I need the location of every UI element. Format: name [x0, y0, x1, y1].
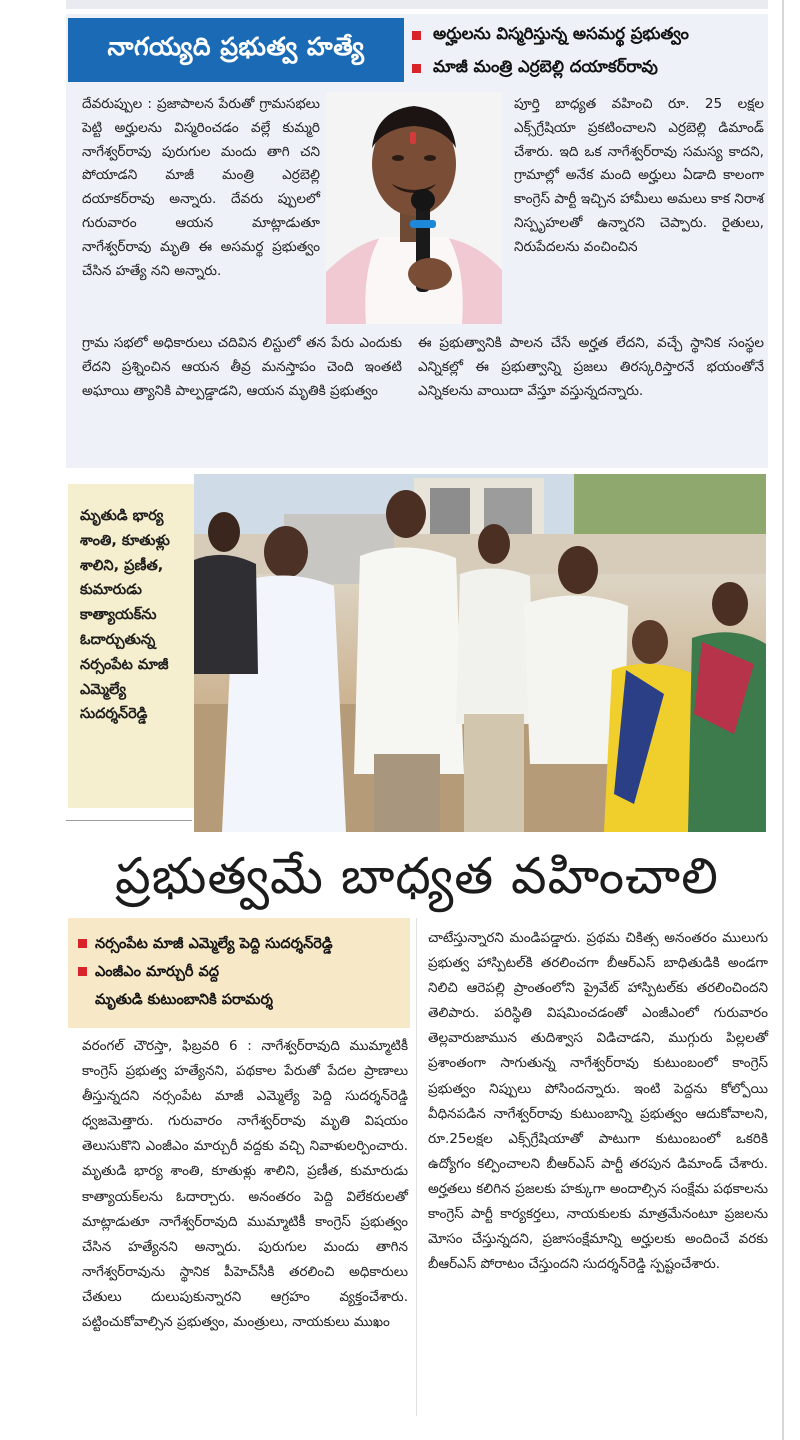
article-1-headline: నాగయ్యది ప్రభుత్వ హత్యే — [107, 32, 365, 61]
article-2-kicker-2 — [78, 958, 402, 1014]
caption-divider — [66, 820, 192, 821]
bullet-square-icon — [78, 939, 87, 948]
article-1-kicker-1 — [412, 24, 764, 47]
article-2-kicker-2-line-1: ఎంజీఎం మార్చురీ వద్ద — [95, 964, 220, 980]
article-2-kicker-1-text: నర్సంపేట మాజీ ఎమ్మెల్యే పెద్ది సుదర్శన్‌రెడ్డి — [95, 936, 333, 952]
photo-caption: మృతుడి భార్య శాంతి, కూతుళ్లు శాలిని, ప్రణీత, కుమారుడు కాత్యాయక్‌ను ఓదార్చుతున్న నర్సంపేట మాజీ ఎమ్మెల్యే సుదర్శన్‌రెడ్డి — [80, 508, 170, 723]
bullet-square-icon — [78, 967, 87, 976]
article-1-body-left-lower: గ్రామ సభలో అధికారులు చదివిన లిస్టులో తన పేరు ఎందుకు లేదని ప్రశ్నించిన ఆయన తీవ్ర మనస్తాపం చెంది ఇంతటి అఘాయి త్యానికి పాల్పడ్డాడని, ఆయన మృతికి ప్రభుత్వం — [82, 335, 402, 399]
article-1-kicker-2 — [412, 57, 764, 80]
article-1-body-right-lower: ఈ ప్రభుత్వానికి పాలన చేసే అర్హత లేదని, వచ్చే స్థానిక సంస్థల ఎన్నికల్లో ఈ ప్రభుత్వాన్ని ప్రజలు తిరస్కరిస్తారనే భయంతోనే ఎన్నికలను వాయిదా వేస్తూ వస్తున్నదన్నారు. — [418, 335, 764, 399]
article-1-body-left: దేవరుప్పుల : ప్రజాపాలన పేరుతో గ్రామసభలు పెట్టి అర్హులను విస్మరించడం వల్లే కుమ్మరి నాగేశ్వర్‌రావు పురుగుల మందు తాగి చని పోయాడని మాజీ మంత్రి ఎర్రబెల్లి దయాకర్‌రావు అన్నారు. దేవరు ప్పులలో గురువారం ఆయన మాట్లాడుతూ నాగేశ్వర్‌రావు మృతి ఈ అసమర్థ ప్రభుత్వం చేసిన హత్యే నని అన్నారు. — [82, 96, 320, 279]
article-2-kicker-box — [68, 918, 410, 1028]
column-divider — [416, 918, 417, 1416]
article-2-kicker-1 — [78, 930, 402, 958]
article-2-body-left: వరంగల్ చౌరస్తా, ఫిబ్రవరి 6 : నాగేశ్వర్‌రావుది ముమ్మాటికీ కాంగ్రెస్ ప్రభుత్వ హత్యేనని, పథకాల పేరుతో పేదల ప్రాణాలు తీస్తున్నదని నర్సంపేట మాజీ ఎమ్మెల్యే పెద్ది సుదర్శన్‌రెడ్డి ధ్వజమెత్తారు. గురువారం నాగేశ్వర్‌రావు మృతి విషయం తెలుసుకొని ఎంజీఎం మార్చురీ వద్దకు వచ్చి నివాళులర్పించారు. మృతుడి భార్య శాంతి, కూతుళ్లు శాలిని, ప్రణీత, కుమారుడు కాత్యాయక్‌లను ఓదార్చారు. అనంతరం పెద్ది విలేకరులతో మాట్లాడుతూ నాగేశ్వర్‌రావుది ముమ్మాటికీ కాంగ్రెస్ ప్రభుత్వం చేసిన హత్యేనని అన్నారు. పురుగుల మందు తాగిన నాగేశ్వర్‌రావును స్థానిక పీహెచ్‌సీకి తరలించి అధికారులు చేతులు దులుపుకున్నారని ఆగ్రహం వ్యక్తంచేశారు. పట్టించుకోవాల్సిన ప్రభుత్వం, మంత్రులు, నాయకులు ముఖం — [82, 1038, 408, 1331]
article-2-body-right: చాటేస్తున్నారని మండిపడ్డారు. ప్రథమ చికిత్స అనంతరం ములుగు ప్రభుత్వ హాస్పిటల్‌కి తరలించగా బీఆర్‌ఎస్ బాధితుడికి అండగా నిలిచి ఆరెపల్లి ప్రాంతంలోని ప్రైవేట్ హాస్పిటల్‌కు తరలించిందని తెలిపారు. పరిస్థితి విషమించడంతో ఎంజీఎంలో గురువారం తెల్లవారుజామున తుదిశ్వాస విడిచాడని, ముగ్గురు పిల్లలతో ప్రశాంతంగా సాగుతున్న నాగేశ్వర్‌రావు కుటుంబంలో కాంగ్రెస్ ప్రభుత్వం నిప్పులు పోసిందన్నారు. ఇంటి పెద్దను కోల్పోయి వీధినపడిన నాగేశ్వర్‌రావు కుటుంబాన్ని ప్రభుత్వం ఆదుకోవాలని, రూ.25లక్షల ఎక్స్‌గ్రేషియాతో పాటుగా కుటుంబంలో ఒకరికి ఉద్యోగం కల్పించాలని బీఆర్‌ఎస్ పార్టీ తరపున డిమాండ్ చేశారు. అర్హతలు కలిగిన ప్రజలకు హక్కుగా అందాల్సిన సంక్షేమ పథకాలను కాంగ్రెస్ పార్టీ కార్యకర్తలు, నాయకులకు మాత్రమేనంటూ ప్రజలను మోసం చేస్తున్నదని, ప్రజాసంక్షేమాన్ని అర్హులకు అందించే వరకు బీఆర్‌ఎస్ పోరాటం చేస్తుందని సుదర్శన్‌రెడ్డి స్పష్టంచేశారు. — [428, 930, 768, 1273]
article-2-headline: ప్రభుత్వమే బాధ్యత వహించాలి — [115, 847, 719, 905]
photo-caption-box — [68, 484, 194, 808]
article-2-kicker-2-line-2: మృతుడి కుటుంబానికి పరామర్శ — [95, 992, 273, 1008]
bullet-square-icon — [412, 64, 421, 73]
article-1-headline-bar — [68, 18, 404, 82]
article-1-kicker-1-text: అర్హులను విస్మరిస్తున్న అసమర్థ ప్రభుత్వం — [433, 24, 689, 43]
article-1-body-right: పూర్తి బాధ్యత వహించి రూ. 25 లక్షల ఎక్స్‌గ్రేషియా ప్రకటించాలని ఎర్రబెల్లి డిమాండ్ చేశారు. ఇది ఒక నాగేశ్వర్‌రావు సమస్య కాదని, గ్రామాల్లో అనేక మంది అర్హులు ఏడాది కాలంగా కాంగ్రెస్ పార్టీ ఇచ్చిన హామీలు అమలు కాక నిరాశ నిస్పృహలతో ఉన్నారని చెప్పారు. రైతులు, నిరుపేదలను వంచించిన — [514, 96, 764, 255]
article-1-kicker-2-text: మాజీ మంత్రి ఎర్రబెల్లి దయాకర్‌రావు — [433, 57, 658, 76]
speaker-portrait-photo — [326, 92, 502, 324]
condolence-group-photo — [194, 474, 766, 832]
right-page-edge — [782, 0, 784, 1440]
bullet-square-icon — [412, 31, 421, 40]
top-divider — [66, 0, 768, 9]
